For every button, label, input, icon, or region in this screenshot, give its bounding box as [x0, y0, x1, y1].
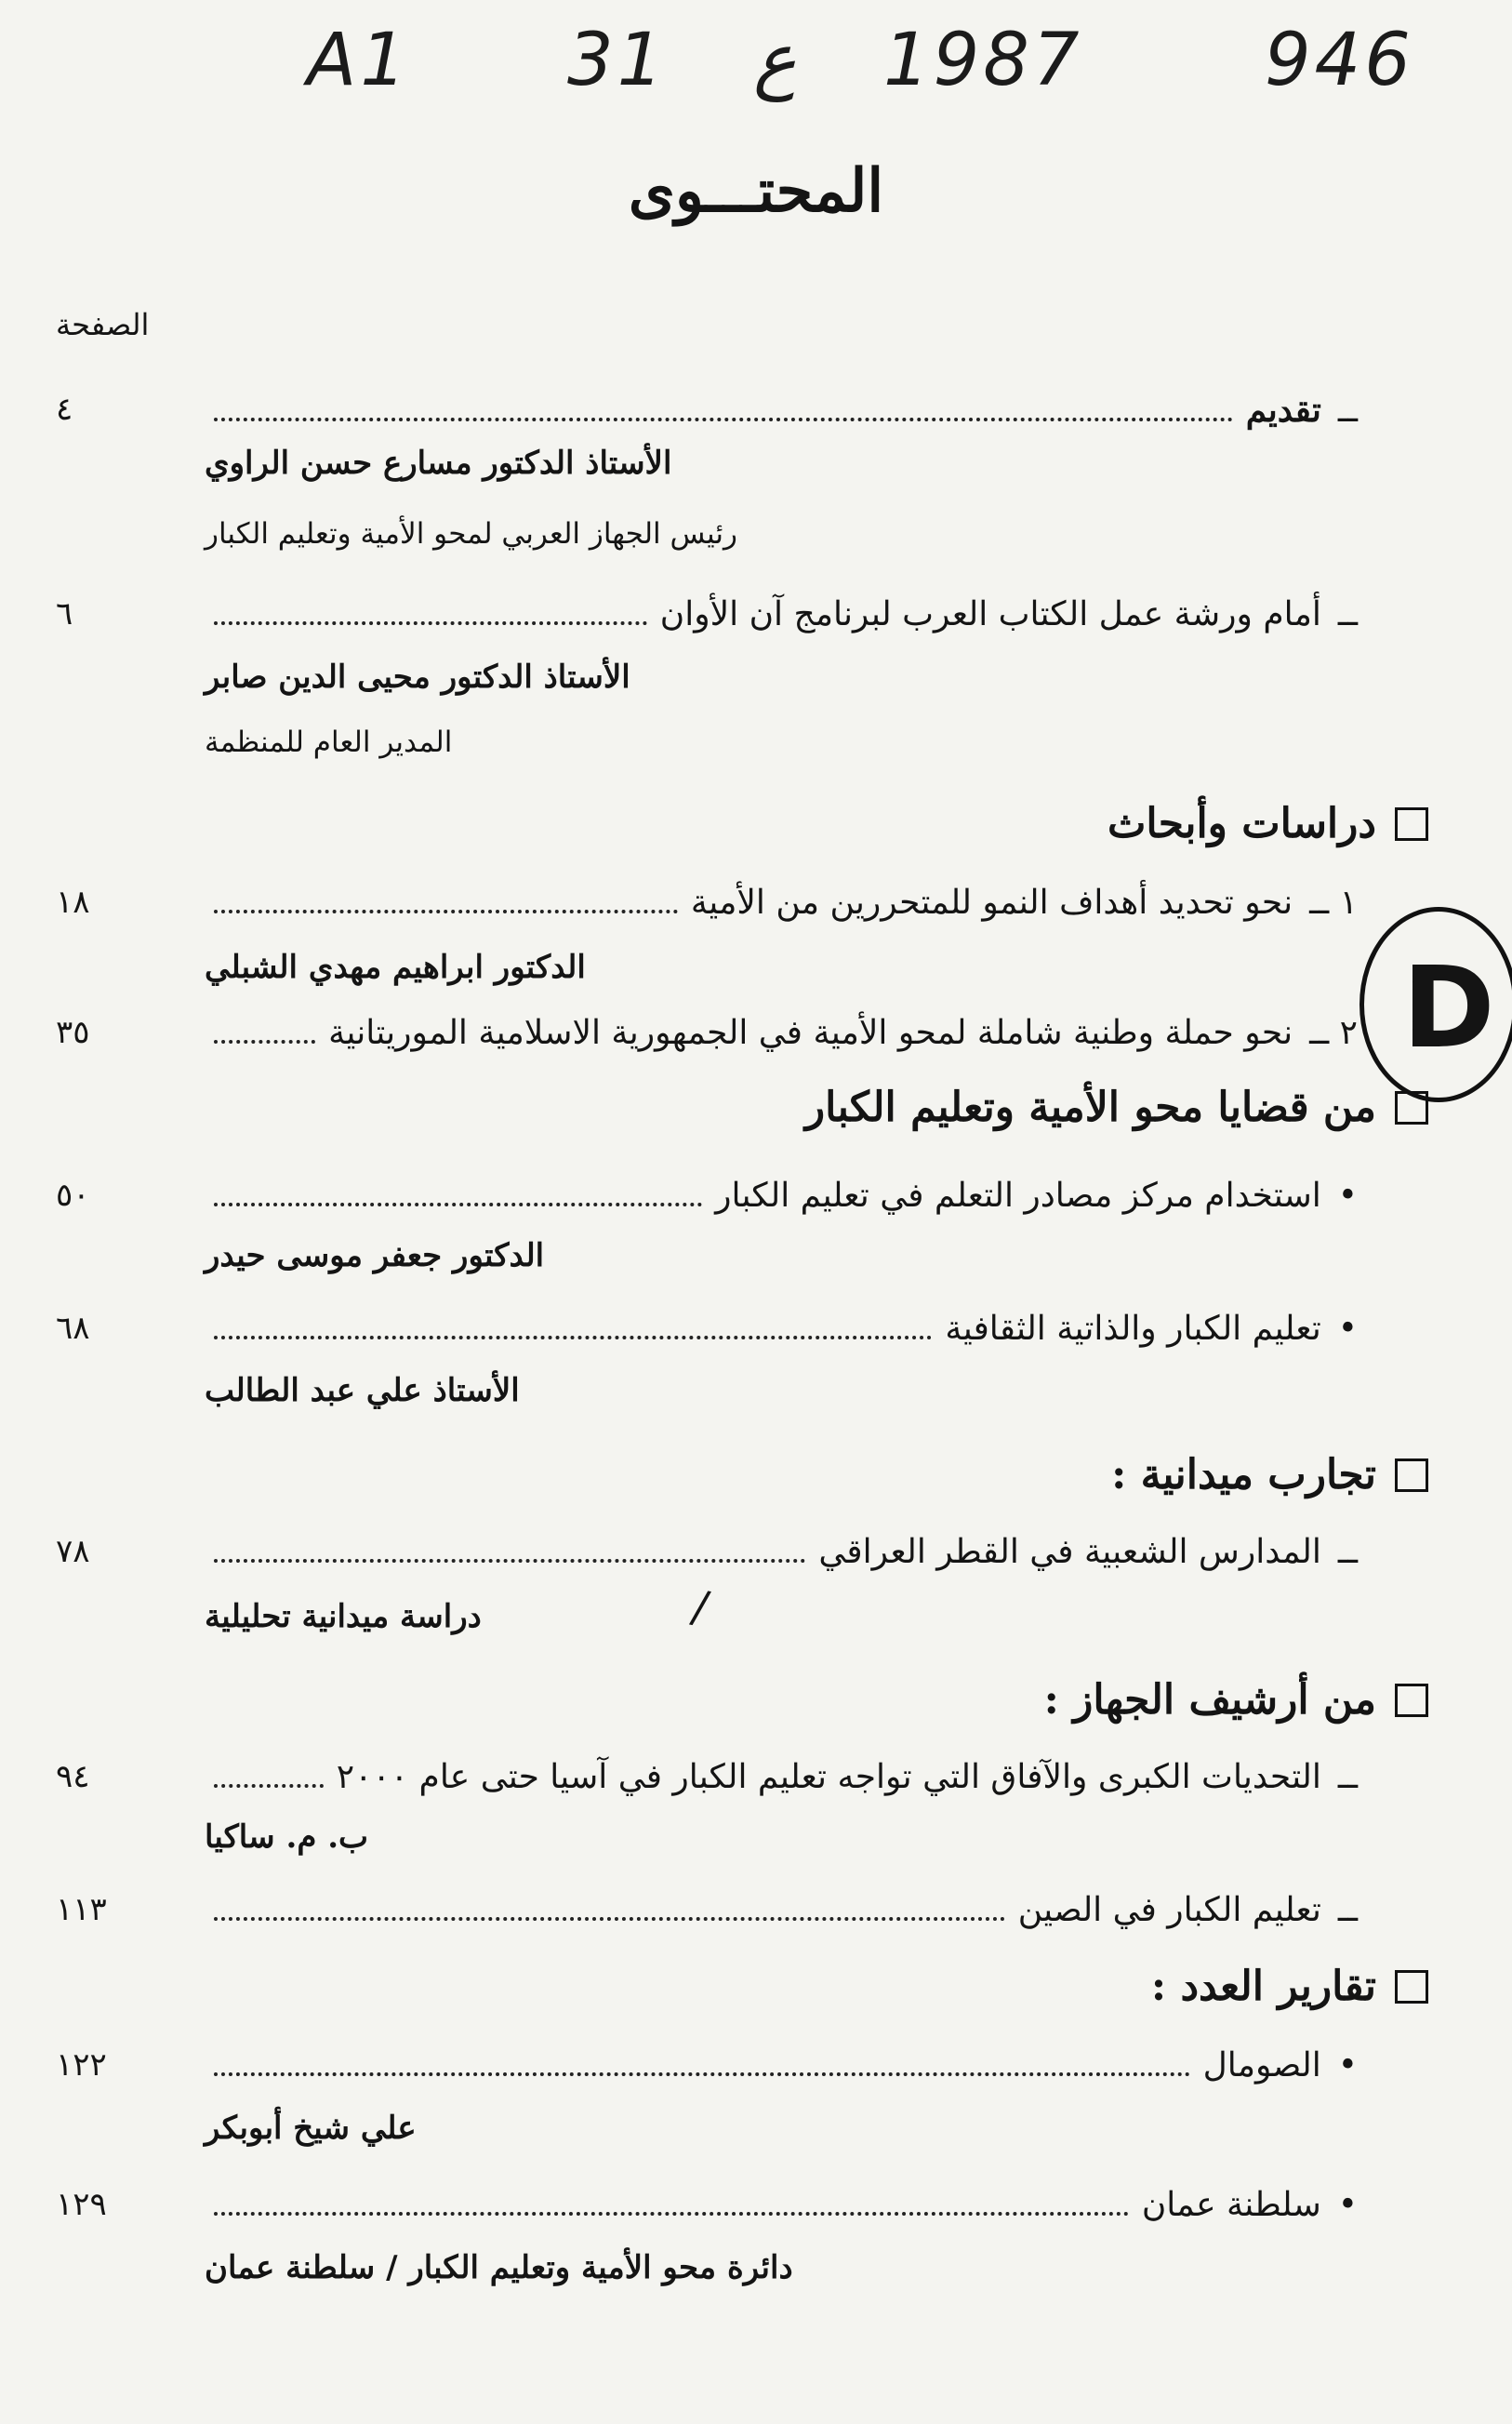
entry-role: رئيس الجهاز العربي لمحو الأمية وتعليم الكبار: [205, 517, 737, 551]
stamp-letter: D: [1402, 944, 1495, 1073]
toc-entry[interactable]: [56, 1891, 1358, 1947]
entry-title: الصومال: [1202, 2046, 1321, 2084]
entry-marker: •: [1337, 2046, 1358, 2084]
entry-role: المدير العام للمنظمة: [205, 726, 453, 759]
entry-author: الأستاذ الدكتور مسارع حسن الراوي: [205, 445, 672, 482]
leader-dots: [214, 1915, 1005, 1921]
toc-entry[interactable]: [56, 1014, 1358, 1070]
section-heading: من قضايا محو الأمية وتعليم الكبار: [498, 1084, 1428, 1131]
toc-entry[interactable]: [56, 391, 1358, 446]
page-number: ١١٣: [56, 1891, 107, 1928]
leader-dots: [214, 908, 678, 913]
handwritten-number: 946: [1265, 19, 1414, 102]
entry-title: استخدام مركز مصادر التعلم في تعليم الكبار: [715, 1177, 1321, 1215]
entry-marker: •: [1337, 1310, 1358, 1348]
toc-entry[interactable]: [56, 595, 1358, 651]
handwritten-annotation: [279, 19, 1479, 121]
leader-dots: [214, 1782, 324, 1788]
handwritten-code-2: 31: [567, 19, 668, 102]
leader-dots: [214, 416, 1233, 421]
entry-marker: ــ: [1337, 1758, 1358, 1796]
page-number: ٧٨: [56, 1533, 90, 1570]
toc-entry[interactable]: [56, 1177, 1358, 1232]
entry-marker: ــ: [1337, 392, 1358, 430]
page-number: ٦: [56, 595, 73, 633]
entry-marker: •: [1337, 2186, 1358, 2224]
toc-entry[interactable]: [56, 1310, 1358, 1365]
leader-dots: [214, 1557, 805, 1563]
toc-entry[interactable]: [56, 884, 1358, 939]
entry-title: نحو حملة وطنية شاملة لمحو الأمية في الجمهورية الاسلامية الموريتانية: [328, 1014, 1293, 1052]
leader-dots: [214, 619, 647, 625]
section-checkbox-icon: [1395, 1684, 1428, 1717]
page-number: ٣٥: [56, 1014, 90, 1051]
section-heading: تجارب ميدانية :: [498, 1451, 1428, 1498]
entry-marker: ١ ــ: [1309, 884, 1358, 922]
page-number: ١٢٩: [56, 2186, 107, 2223]
leader-dots: [214, 1334, 932, 1339]
entry-author: ب. م. ساكيا: [205, 1818, 369, 1856]
page-title: المحتـــوى: [628, 156, 884, 226]
toc-entry[interactable]: [56, 2046, 1358, 2102]
entry-author: الدكتور ابراهيم مهدي الشبلي: [205, 949, 586, 986]
entry-title: التحديات الكبرى والآفاق التي تواجه تعليم الكبار في آسيا حتى عام ٢٠٠٠: [336, 1758, 1321, 1796]
toc-entry[interactable]: [56, 1758, 1358, 1814]
entry-marker: ٢ ــ: [1309, 1014, 1358, 1052]
leader-dots: [214, 1201, 702, 1206]
section-heading: من أرشيف الجهاز :: [498, 1676, 1428, 1724]
section-heading: تقارير العدد :: [498, 1963, 1428, 2010]
handwritten-code-1: A1: [307, 19, 410, 102]
section-checkbox-icon: [1395, 1458, 1428, 1492]
entry-title: تعليم الكبار في الصين: [1017, 1891, 1321, 1929]
entry-title: تعليم الكبار والذاتية الثقافية: [945, 1310, 1321, 1348]
entry-author: الأستاذ علي عبد الطالب: [205, 1372, 520, 1409]
entry-author: دراسة ميدانية تحليلية: [205, 1598, 482, 1635]
page-column-label: الصفحة: [56, 307, 150, 342]
page-number: ٥٠: [56, 1177, 90, 1214]
leader-dots: [214, 2210, 1129, 2216]
slash-mark: /: [687, 1579, 713, 1635]
section-checkbox-icon: [1395, 1970, 1428, 2004]
section-heading: دراسات وأبحاث: [498, 800, 1428, 847]
entry-author: الدكتور جعفر موسى حيدر: [205, 1237, 545, 1274]
entry-author: علي شيخ أبوبكر: [205, 2110, 417, 2147]
entry-marker: ــ: [1337, 1891, 1358, 1929]
entry-author: دائرة محو الأمية وتعليم الكبار / سلطنة عمان: [205, 2249, 793, 2286]
toc-entry[interactable]: [56, 1533, 1358, 1589]
leader-dots: [214, 2071, 1190, 2076]
page-number: ١٢٢: [56, 2046, 107, 2084]
entry-author: الأستاذ الدكتور محيى الدين صابر: [205, 659, 630, 696]
section-checkbox-icon: [1395, 807, 1428, 841]
entry-marker: ــ: [1337, 595, 1358, 633]
handwritten-year: 1987: [883, 19, 1083, 102]
page-number: ٤: [56, 391, 73, 428]
entry-title: المدارس الشعبية في القطر العراقي: [818, 1533, 1321, 1571]
page-number: ١٨: [56, 884, 90, 921]
entry-title: تقديم: [1245, 391, 1321, 430]
entry-marker: ــ: [1337, 1533, 1358, 1571]
entry-title: نحو تحديد أهداف النمو للمتحررين من الأمية: [690, 884, 1293, 922]
entry-title: أمام ورشة عمل الكتاب العرب لبرنامج آن الأوان: [659, 595, 1321, 633]
page-number: ٦٨: [56, 1310, 90, 1347]
entry-title: سلطنة عمان: [1141, 2186, 1321, 2224]
entry-marker: •: [1337, 1177, 1358, 1215]
page-number: ٩٤: [56, 1758, 90, 1795]
toc-entry[interactable]: [56, 2186, 1358, 2242]
handwritten-code-3: ع: [753, 19, 797, 102]
leader-dots: [214, 1038, 315, 1044]
